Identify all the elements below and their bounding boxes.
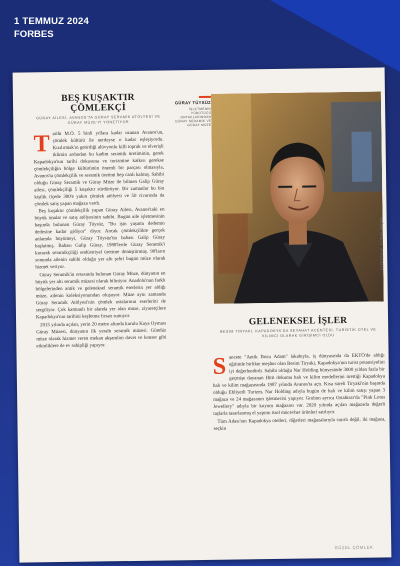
brand-name: FORBES: [14, 29, 54, 40]
right-paragraph-2: Tüm Adası'nın Kapadokya otelleri, diğerleri mağazalarıyla sınırlı değil, iki mağaza, seçkin: [213, 417, 386, 432]
right-paragraph-1-text: ancete "Antik Bozu Adam" lakabıyla, iş dünyasında da EKTÖ'de aldığı eğitimle birlikte meşhur olan Besim Tiryaki, Kapadokya'nın turist potansiyelini iyi değerlendirdi. Sahibi olduğu Nar Holding bünyesinde 3000 yıldan fazla bir geçmişe dayanan Hitit dokuma halı ve kilim modellerini ürettiği Kapadokya halı ve kilim mağazasında 1987 yılında Avanos'ta açtı. Kısa süreli Tiryaki'nin başında olduğu Ehliyetli Turizm, Nar Holding adıyla bugün de halı ve kilim satışı yapan 3 mağaza ve 24 mağazanın işletmecisi yapıyor. Grubun ayrıca Ortahisar'da "Pink Lotus Jewellery" adıyla bir kuyum mağazası var. 2020 yılında açılan mağazada değerli taşlarla tasarlanmış el yapımı özel mücevher ürünleri satılıyor.: [212, 353, 386, 417]
left-paragraph-1: [33, 131, 164, 209]
pull-quote-name: [171, 96, 211, 105]
right-dropcap: S: [212, 353, 227, 380]
portrait-photo: [211, 91, 384, 303]
left-paragraph-2: Beş kuşaktır çömlekçilik yapan Güray Ailesi, Avanos'taki en büyük imalat ve satış atölyesinin sahibi. Bugün aile işletmesinin başında bulunan Güray Tüysüz, "Bu işin yaşamı dedemin dedesine kadar gidiyor" diyor. Ancak çömlekçilikte gerçek anlamda büyümeyi, Güray Tüysüz'ün babası Galip Güray başlatmış. Babası Galip Güray, 1980'lerde Güray Seramik'i kurarak seramikçiliği endüstriyel üretime dönüştürmüş. 90'ların sonunda ailenin sahibi olduğu yer altı şehri bugün müze olarak hizmet veriyor.: [34, 207, 166, 271]
portrait-illustration: [211, 91, 384, 303]
pull-quote-name-text: GÜRAY TÜYSÜZ: [174, 99, 212, 105]
right-article-body: [213, 353, 386, 433]
left-article-subtitle: GÜRAY AİLESİ, AVANOS'TA GÜRAY SERAMİK ATÖLYESİ VE GÜRAY MÜZE'Yİ YÖNETİYOR: [36, 114, 161, 125]
left-dropcap: T: [33, 131, 50, 158]
magazine-page: [13, 67, 392, 562]
right-article: [212, 315, 386, 434]
red-accent-line: [199, 96, 211, 98]
corner-decoration: [270, 0, 400, 72]
pull-quote-text: İŞLETMENİN YÜRÜTÜCÜ ORTAKLARINDAN GÜRAY SERAMİK VE GÜRAY MÜZE: [175, 106, 212, 128]
left-paragraph-3: Güray Seramik'in ortasında bulunan Güray Müze, dünyanın en büyük yer altı seramik müzesi olarak biliniyor. Anadolu'nun farklı bölgelerinden antik ve geleneksel seramik eserlerin yer aldığı müze, ailenin koleksiyonundan oluşuyor. Müze aynı zamanda Güray Seramik Atölyesi'nin çömlek ustalarının eserlerini de sergiliyor. Çok katmanlı bir alanda yer alan müze, ziyaretçilere Kapadokya'nın tarihini keşfetme fırsatı sunuyor.: [35, 271, 166, 321]
left-paragraph-1-text: arihi M.Ö. 5 binli yıllara kadar uzanan Avanos'un, çömlek kültürü ile nerdeyse o kadar eşleşiyordu. Kızılırmak'ın getirdiği alüvyonlu killi toprak ve elverişli iklimin ardından bu kadim seramik üretiminin, gerek Kapadokya'nın tarihi dokusuna ve turizmine katkısı gerekse çömlekçiliğin bölge kültürünün önemli bir parçası olmasıyla, Avanos'ta çömlekçilik ve seramik üretimi hep canlı kalmış. Sahibi olduğu Güray Seramik ve Güray Müze ile bilinen Galip Güray ailesi, çömlekçiliği 5 kuşaktır sürdürüyor. Bir zamanlar bu bin kişilik ilçede 300'e yakın çömlek atölyesi ve 50 civarında da çömlek satış yapan mağaza vardı.: [33, 130, 165, 207]
right-paragraph-1: [213, 353, 386, 418]
photo-caption: FOTOĞRAF: GÜRAY ARŞİVİ: [378, 217, 385, 270]
left-article-body: [33, 131, 166, 351]
right-article-title: GELENEKSEL İŞLER: [248, 315, 348, 328]
pull-quote: [171, 96, 211, 128]
right-article-subtitle: BESİM TİRYAKİ, KAPADOKYA'DA SEYAHAT ACENTESİ, TURİSTİK OTEL VE KİLİMCİ OLARAK GİRİŞİMCİ OLDU: [220, 327, 377, 339]
issue-date: 1 TEMMUZ 2024: [14, 16, 89, 27]
left-article-title: BEŞ KUŞAKTIR ÇÖMLEKÇİ: [61, 92, 135, 114]
left-article: [33, 93, 167, 352]
page-inner: [13, 67, 392, 562]
header: [14, 16, 89, 40]
left-paragraph-4: 2015 yılında açılan, yerin 20 metre altında kurulu Kaya Oyması Güray Müzesi, dünyanın ilk yeraltı seramik müzesi. Gündüz müze olarak hizmet veren mekan akşamları davet ve konser gibi etkinliklere de ev sahipliği yapıyor.: [36, 321, 167, 349]
footer-brand: GÜZEL ÇÖMLEK: [334, 544, 374, 551]
